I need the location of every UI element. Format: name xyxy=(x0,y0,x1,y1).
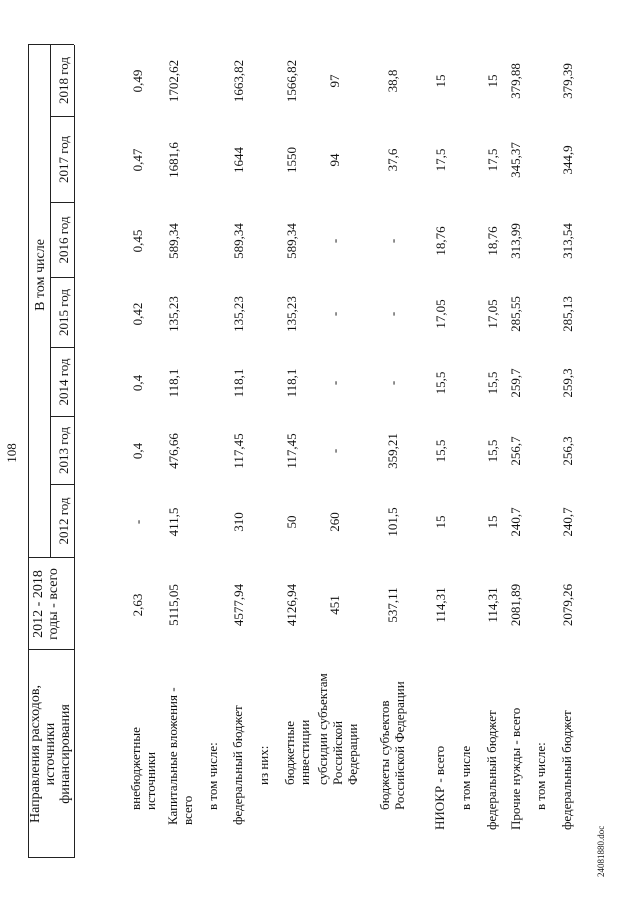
col-divider-2 xyxy=(28,557,74,558)
row-label: федеральный бюджет xyxy=(484,710,499,830)
row-label: из них: xyxy=(256,745,271,785)
cell-value: 476,66 xyxy=(166,433,181,469)
table-left-border xyxy=(28,857,74,858)
row-label: НИОКР - всего xyxy=(432,745,447,830)
cell-value: 1681,6 xyxy=(166,142,181,178)
cell-value: 17,05 xyxy=(433,299,448,329)
row-label: федеральный бюджет xyxy=(230,705,245,825)
cell-value: 17,05 xyxy=(485,299,500,329)
header-year-2014: 2014 год xyxy=(56,358,71,406)
cell-value: 411,5 xyxy=(166,507,181,537)
cell-value: 344,9 xyxy=(560,145,575,175)
cell-value: 0,47 xyxy=(130,148,145,172)
cell-value: 15,5 xyxy=(433,439,448,463)
cell-total: 537,11 xyxy=(385,587,400,623)
cell-value: - xyxy=(327,238,342,244)
cell-value: 15 xyxy=(433,515,448,529)
cell-value: 313,99 xyxy=(508,223,523,259)
cell-total: 2079,26 xyxy=(560,583,575,627)
row-label: Прочие нужды - всего xyxy=(508,707,523,830)
cell-total: 5115,05 xyxy=(166,584,181,626)
cell-total: 451 xyxy=(327,595,342,615)
cell-value: 259,3 xyxy=(560,368,575,398)
group-header-divider xyxy=(50,45,51,558)
cell-total: 114,31 xyxy=(485,587,500,623)
cell-value: - xyxy=(385,311,400,317)
header-year-2013: 2013 год xyxy=(56,427,71,474)
cell-value: 589,34 xyxy=(231,223,246,259)
row-label: бюджеты субъектов Российской Федерации xyxy=(377,681,407,810)
cell-value: 0,4 xyxy=(130,374,145,392)
col-divider-1 xyxy=(28,649,74,650)
cell-value: 240,7 xyxy=(560,507,575,537)
header-year-2015: 2015 год xyxy=(56,289,71,336)
cell-value: 285,55 xyxy=(508,296,523,332)
row-label: в том числе xyxy=(458,745,473,810)
cell-value: 118,1 xyxy=(231,368,246,398)
header-bottom-border xyxy=(74,45,75,858)
cell-value: 37,6 xyxy=(385,148,400,172)
cell-value: 589,34 xyxy=(284,223,299,259)
cell-value: - xyxy=(327,311,342,317)
cell-total: 4577,94 xyxy=(231,583,246,627)
cell-value: 15 xyxy=(485,74,500,88)
cell-value: 18,76 xyxy=(433,226,448,256)
cell-value: 15 xyxy=(433,74,448,88)
cell-value: 345,37 xyxy=(508,142,523,178)
header-group: В том числе xyxy=(33,239,48,311)
cell-total: 4126,94 xyxy=(284,583,299,627)
cell-value: 0,4 xyxy=(130,442,145,460)
cell-value: 117,45 xyxy=(284,433,299,469)
cell-value: 17,5 xyxy=(485,148,500,172)
cell-value: 15,5 xyxy=(485,439,500,463)
cell-value: 0,49 xyxy=(130,69,145,93)
cell-value: 1644 xyxy=(231,147,246,173)
row-label: бюджетные инвестиции xyxy=(282,719,312,785)
row-label: субсидии субъектам Российской Федерации xyxy=(315,673,360,785)
cell-value: - xyxy=(327,448,342,454)
cell-value: 256,7 xyxy=(508,436,523,466)
cell-value: 1566,82 xyxy=(284,59,299,103)
cell-value: 135,23 xyxy=(284,296,299,332)
cell-value: - xyxy=(385,238,400,244)
cell-value: 135,23 xyxy=(166,296,181,332)
cell-value: 240,7 xyxy=(508,507,523,537)
cell-value: - xyxy=(327,380,342,386)
cell-value: 15,5 xyxy=(433,371,448,395)
cell-value: 1550 xyxy=(284,147,299,173)
footer-filename: 24081880.doc xyxy=(596,825,606,877)
row-label: в том числе: xyxy=(205,742,220,810)
cell-value: 310 xyxy=(231,512,246,532)
cell-value: 0,45 xyxy=(130,229,145,253)
cell-value: - xyxy=(130,519,145,525)
cell-total: 2,63 xyxy=(130,593,145,617)
page-number: 108 xyxy=(4,443,19,463)
row-label: внебюджетные источники xyxy=(128,727,158,810)
cell-value: 97 xyxy=(327,74,342,88)
cell-value: 118,1 xyxy=(166,368,181,398)
cell-value: 15,5 xyxy=(485,371,500,395)
cell-value: 0,42 xyxy=(130,302,145,326)
cell-value: 38,8 xyxy=(385,69,400,93)
cell-value: 313,54 xyxy=(560,223,575,259)
row-label: федеральный бюджет xyxy=(559,710,574,830)
cell-value: 379,39 xyxy=(560,63,575,99)
cell-value: 259,7 xyxy=(508,368,523,398)
cell-value: 379,88 xyxy=(508,63,523,99)
cell-value: 1702,62 xyxy=(166,59,181,103)
cell-value: 17,5 xyxy=(433,148,448,172)
cell-value: 256,3 xyxy=(560,436,575,466)
header-year-2017: 2017 год xyxy=(56,136,71,183)
cell-value: 117,45 xyxy=(231,433,246,469)
cell-value: 50 xyxy=(284,515,299,529)
cell-value: 15 xyxy=(485,515,500,529)
header-direction: Направления расходов, источники финансирования xyxy=(28,685,73,823)
cell-value: 118,1 xyxy=(284,368,299,398)
cell-value: 18,76 xyxy=(485,226,500,256)
header-year-2016: 2016 год xyxy=(56,216,71,264)
cell-value: 101,5 xyxy=(385,507,400,537)
cell-value: 1663,82 xyxy=(231,59,246,103)
cell-value: 135,23 xyxy=(231,296,246,332)
cell-value: 260 xyxy=(327,512,342,532)
cell-value: 94 xyxy=(327,153,342,167)
cell-total: 2081,89 xyxy=(508,583,523,627)
header-year-2012: 2012 год xyxy=(56,497,71,545)
header-total: 2012 - 2018 годы - всего xyxy=(31,568,61,640)
header-year-2018: 2018 год xyxy=(56,57,71,104)
cell-total: 114,31 xyxy=(433,587,448,623)
cell-value: 589,34 xyxy=(166,223,181,259)
row-label: Капитальные вложения - всего xyxy=(165,687,195,825)
cell-value: 285,13 xyxy=(560,296,575,332)
cell-value: 359,21 xyxy=(385,433,400,469)
cell-value: - xyxy=(385,380,400,386)
row-label: в том числе: xyxy=(533,742,548,810)
